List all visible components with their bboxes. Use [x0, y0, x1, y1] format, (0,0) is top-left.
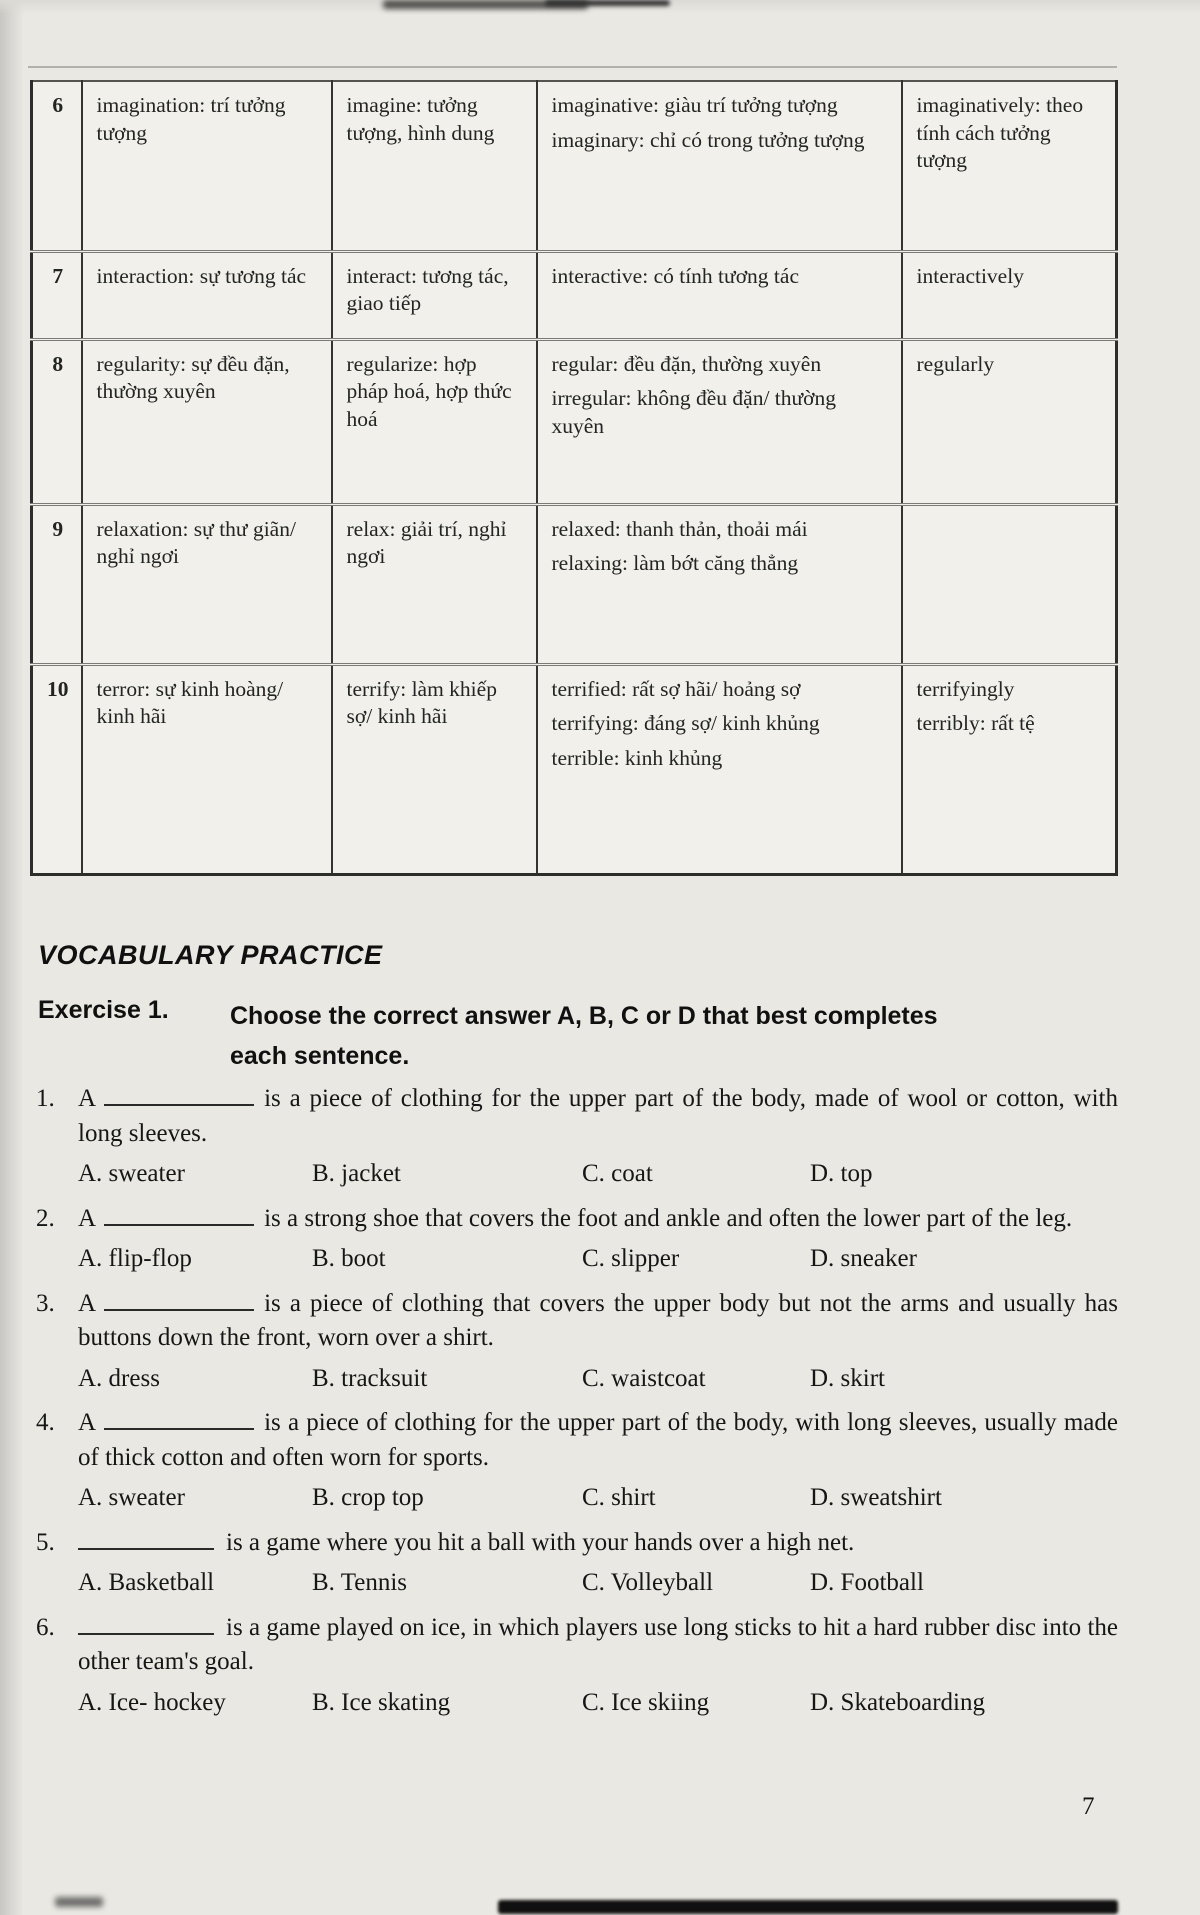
options-row — [36, 1481, 1118, 1516]
table-continuation-line — [28, 66, 1117, 68]
question-number: 1. — [36, 1085, 55, 1112]
verb-cell — [332, 664, 537, 874]
verb-cell — [332, 81, 537, 251]
option-b: B. crop top — [312, 1484, 424, 1511]
table-row — [32, 251, 1117, 339]
adjective-entry: imaginative: giàu trí tưởng tượng — [551, 93, 838, 117]
page-number: 7 — [1082, 1793, 1095, 1820]
option-d: D. Football — [810, 1569, 924, 1596]
option-c: C. Volleyball — [582, 1569, 714, 1596]
question-prefix: A — [78, 1289, 97, 1317]
word-forms-table — [30, 80, 1118, 876]
table-row — [32, 81, 1117, 251]
row-number: 10 — [32, 664, 82, 874]
question-body: is a piece of clothing for the upper part of the body, with long sleeves, usually made of thick cotton and often worn for sports. — [78, 1409, 1118, 1471]
question-body: is a strong shoe that covers the foot and ankle and often the lower part of the leg. — [264, 1204, 1073, 1232]
question-2 — [36, 1202, 1118, 1277]
option-c: C. coat — [582, 1160, 653, 1187]
option-a: A. Basketball — [78, 1569, 215, 1596]
row-number: 6 — [32, 81, 82, 251]
adjective-cell — [537, 81, 902, 251]
options-row — [36, 1362, 1118, 1397]
question-text — [36, 1526, 1118, 1561]
question-prefix: A — [78, 1085, 97, 1112]
answer-blank — [104, 1221, 254, 1226]
answer-blank — [104, 1425, 254, 1430]
options-row — [36, 1242, 1118, 1277]
question-number: 6. — [36, 1613, 55, 1641]
row-number: 8 — [32, 339, 82, 504]
adjective-entry: regular: đều đặn, thường xuyên — [551, 351, 822, 376]
option-d: D. sweatshirt — [810, 1484, 942, 1511]
noun-cell — [82, 251, 332, 339]
noun-cell — [82, 664, 332, 874]
adverb-cell — [902, 504, 1117, 664]
adjective-cell — [537, 339, 902, 504]
adverb-entry: terribly: rất tệ — [916, 711, 1035, 736]
row-number: 9 — [32, 504, 82, 664]
option-c: C. shirt — [582, 1484, 656, 1511]
table-row — [32, 504, 1117, 664]
question-text — [36, 1287, 1118, 1356]
adverb-entry: regularly — [916, 351, 995, 376]
option-a: A. Ice- hockey — [78, 1688, 226, 1716]
adjective-cell — [537, 664, 902, 874]
answer-blank — [78, 1545, 214, 1550]
option-c: C. slipper — [582, 1245, 680, 1272]
option-d: D. skirt — [810, 1364, 885, 1392]
question-5 — [36, 1526, 1118, 1601]
question-3 — [36, 1287, 1118, 1397]
exercise-instruction — [230, 996, 1118, 1076]
adjective-cell — [537, 504, 902, 664]
question-text — [36, 1611, 1118, 1680]
question-number: 2. — [36, 1204, 55, 1232]
adjective-entry: irregular: không đều đặn/ thường xuyên — [551, 386, 837, 438]
option-c: C. waistcoat — [582, 1364, 706, 1392]
option-b: B. Ice skating — [312, 1688, 451, 1716]
question-prefix: A — [78, 1409, 97, 1436]
verb-entry: imagine: tưởng tượng, hình dung — [346, 93, 495, 145]
question-text — [36, 1082, 1118, 1151]
question-1 — [36, 1082, 1118, 1192]
verb-cell — [332, 339, 537, 504]
option-c: C. Ice skiing — [582, 1688, 710, 1716]
option-b: B. Tennis — [312, 1569, 408, 1596]
adverb-cell — [902, 339, 1117, 504]
exercise-header — [38, 996, 1118, 1076]
question-body: is a piece of clothing that covers the upper body but not the arms and usually has buttons down the front, worn over a shirt. — [78, 1289, 1118, 1351]
adverb-cell — [902, 251, 1117, 339]
adjective-entry: imaginary: chỉ có trong tưởng tượng — [551, 127, 865, 152]
section-title: VOCABULARY PRACTICE — [38, 940, 383, 970]
adverb-entry: terrifyingly — [916, 676, 1015, 701]
row-number: 7 — [32, 251, 82, 339]
options-row — [36, 1566, 1118, 1601]
scan-artifact-bottom-bar — [498, 1900, 1118, 1914]
verb-entry: terrify: làm khiếp sợ/ kinh hãi — [346, 676, 497, 729]
adverb-cell — [902, 81, 1117, 251]
question-list — [36, 1082, 1118, 1730]
noun-entry: regularity: sự đều đặn, thường xuyên — [96, 351, 290, 404]
question-number: 5. — [36, 1528, 55, 1556]
table-row — [32, 664, 1117, 874]
adjective-entry: interactive: có tính tương tác — [551, 263, 799, 288]
adjective-entry: relaxed: thanh thản, thoải mái — [551, 516, 808, 541]
option-a: A. flip-flop — [78, 1245, 192, 1272]
adverb-entry: imaginatively: theo tính cách tưởng tượng — [916, 93, 1084, 173]
noun-cell — [82, 81, 332, 251]
question-body: is a piece of clothing for the upper part of the body, made of wool or cotton, with long sleeves. — [78, 1085, 1118, 1147]
option-b: B. boot — [312, 1245, 386, 1272]
verb-entry: relax: giải trí, nghỉ ngơi — [346, 516, 507, 569]
table-row — [32, 339, 1117, 504]
adjective-entry: terrified: rất sợ hãi/ hoảng sợ — [551, 676, 801, 701]
question-text — [36, 1406, 1118, 1475]
verb-entry: interact: tương tác, giao tiếp — [346, 263, 509, 316]
adverb-cell — [902, 664, 1117, 874]
answer-blank — [104, 1306, 254, 1311]
option-d: D. top — [810, 1160, 873, 1187]
answer-blank — [78, 1630, 214, 1635]
option-d: D. Skateboarding — [810, 1688, 985, 1716]
question-body: is a game where you hit a ball with your hands over a high net. — [226, 1528, 855, 1556]
option-a: A. dress — [78, 1364, 160, 1392]
question-body: is a game played on ice, in which players use long sticks to hit a hard rubber disc into the other team's goal. — [78, 1613, 1118, 1675]
adjective-cell — [537, 251, 902, 339]
options-row — [36, 1686, 1118, 1721]
noun-cell — [82, 504, 332, 664]
question-text — [36, 1202, 1118, 1237]
verb-cell — [332, 504, 537, 664]
option-a: A. sweater — [78, 1484, 185, 1511]
question-number: 3. — [36, 1289, 55, 1317]
verb-cell — [332, 251, 537, 339]
option-b: B. jacket — [312, 1160, 401, 1187]
option-a: A. sweater — [78, 1160, 185, 1187]
exercise-label: Exercise 1. — [38, 996, 169, 1024]
noun-entry: relaxation: sự thư giãn/ nghỉ ngơi — [96, 516, 296, 569]
exercise-instruction-line2: each sentence. — [230, 1042, 410, 1070]
adjective-entry: terrible: kinh khủng — [551, 745, 723, 770]
answer-blank — [104, 1101, 254, 1106]
exercise-instruction-line1: Choose the correct answer A, B, C or D that best completes — [230, 1002, 938, 1030]
question-6 — [36, 1611, 1118, 1721]
scan-artifact-bottom-left — [55, 1897, 103, 1907]
adverb-entry: interactively — [916, 263, 1024, 288]
noun-cell — [82, 339, 332, 504]
adjective-entry: relaxing: làm bớt căng thẳng — [551, 551, 799, 576]
option-d: D. sneaker — [810, 1245, 917, 1272]
noun-entry: terror: sự kinh hoàng/ kinh hãi — [96, 676, 284, 729]
adjective-entry: terrifying: đáng sợ/ kinh khủng — [551, 711, 820, 736]
option-b: B. tracksuit — [312, 1364, 428, 1392]
noun-entry: imagination: trí tưởng tượng — [96, 93, 286, 145]
noun-entry: interaction: sự tương tác — [96, 263, 307, 288]
scan-artifact-top-dark — [545, 0, 670, 6]
question-number: 4. — [36, 1409, 55, 1436]
options-row — [36, 1157, 1118, 1192]
scan-edge-shading — [0, 0, 24, 1915]
verb-entry: regularize: hợp pháp hoá, hợp thức hoá — [346, 351, 512, 431]
question-4 — [36, 1406, 1118, 1516]
question-prefix: A — [78, 1204, 97, 1232]
